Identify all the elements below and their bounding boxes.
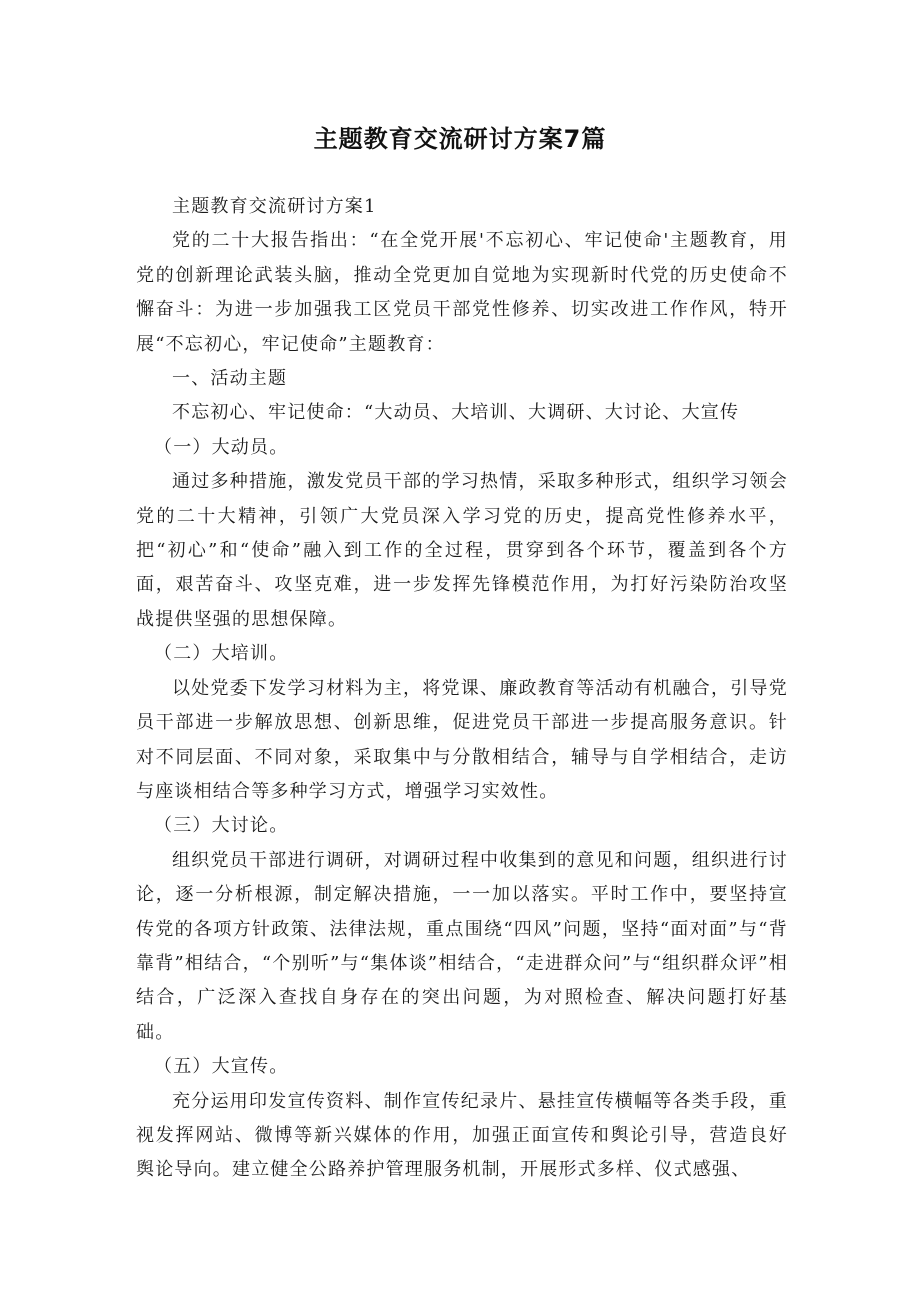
section-heading: 一、活动主题 — [172, 368, 288, 390]
subsection-heading: （二）大培训。 — [154, 643, 289, 665]
body-paragraph: 以处党委下发学习材料为主，将党课、廉政教育等活动有机融合，引导党员干部进一步解放思想、创新思维，促进党员干部进一步提高服务意识。针对不同层面、不同对象，采取集中与分散相结合，辅导与自学相结合，走访与座谈相结合等多种学习方式，增强学习实效性。 — [136, 677, 788, 802]
body-paragraph: 党的二十大报告指出：“在全党开展'不忘初心、牢记使命'主题教育，用党的创新理论武装头脑，推动全党更加自觉地为实现新时代党的历史使命不懈奋斗：为进一步加强我工区党员干部党性修养、切实改进工作作风，特开展“不忘初心，牢记使命”主题教育： — [136, 230, 788, 355]
document-body — [136, 190, 788, 1188]
subsection-heading: （三）大讨论。 — [154, 815, 289, 837]
body-paragraph: 不忘初心、牢记使命：“大动员、大培训、大调研、大讨论、大宣传 — [172, 402, 740, 424]
body-paragraph: 通过多种措施，激发党员干部的学习热情，采取多种形式，组织学习领会党的二十大精神，引领广大党员深入学习党的历史，提高党性修养水平，把“初心”和“使命”融入到工作的全过程，贯穿到各个环节，覆盖到各个方面，艰苦奋斗、攻坚克难，进一步发挥先锋模范作用，为打好污染防治攻坚战提供坚强的思想保障。 — [136, 471, 788, 630]
body-paragraph: 充分运用印发宣传资料、制作宣传纪录片、悬挂宣传横幅等各类手段，重视发挥网站、微博等新兴媒体的作用，加强正面宣传和舆论引导，营造良好舆论导向。建立健全公路养护管理服务机制，开展形式多样、仪式感强、 — [136, 1090, 788, 1181]
section-heading: 主题教育交流研讨方案1 — [172, 196, 377, 217]
subsection-heading: （一）大动员。 — [154, 436, 289, 458]
subsection-heading: （五）大宣传。 — [154, 1056, 289, 1078]
document-title: 主题教育交流研讨方案7篇 — [313, 125, 607, 153]
body-paragraph: 组织党员干部进行调研，对调研过程中收集到的意见和问题，组织进行讨论，逐一分析根源，制定解决措施，一一加以落实。平时工作中，要坚持宣传党的各项方针政策、法律法规，重点围绕“四风”问题，坚持“面对面”与“背靠背”相结合，“个别听”与“集体谈”相结合，“走进群众问”与“组织群众评”相结合，广泛深入查找自身存在的突出问题，为对照检查、解决问题打好基础。 — [136, 849, 788, 1043]
